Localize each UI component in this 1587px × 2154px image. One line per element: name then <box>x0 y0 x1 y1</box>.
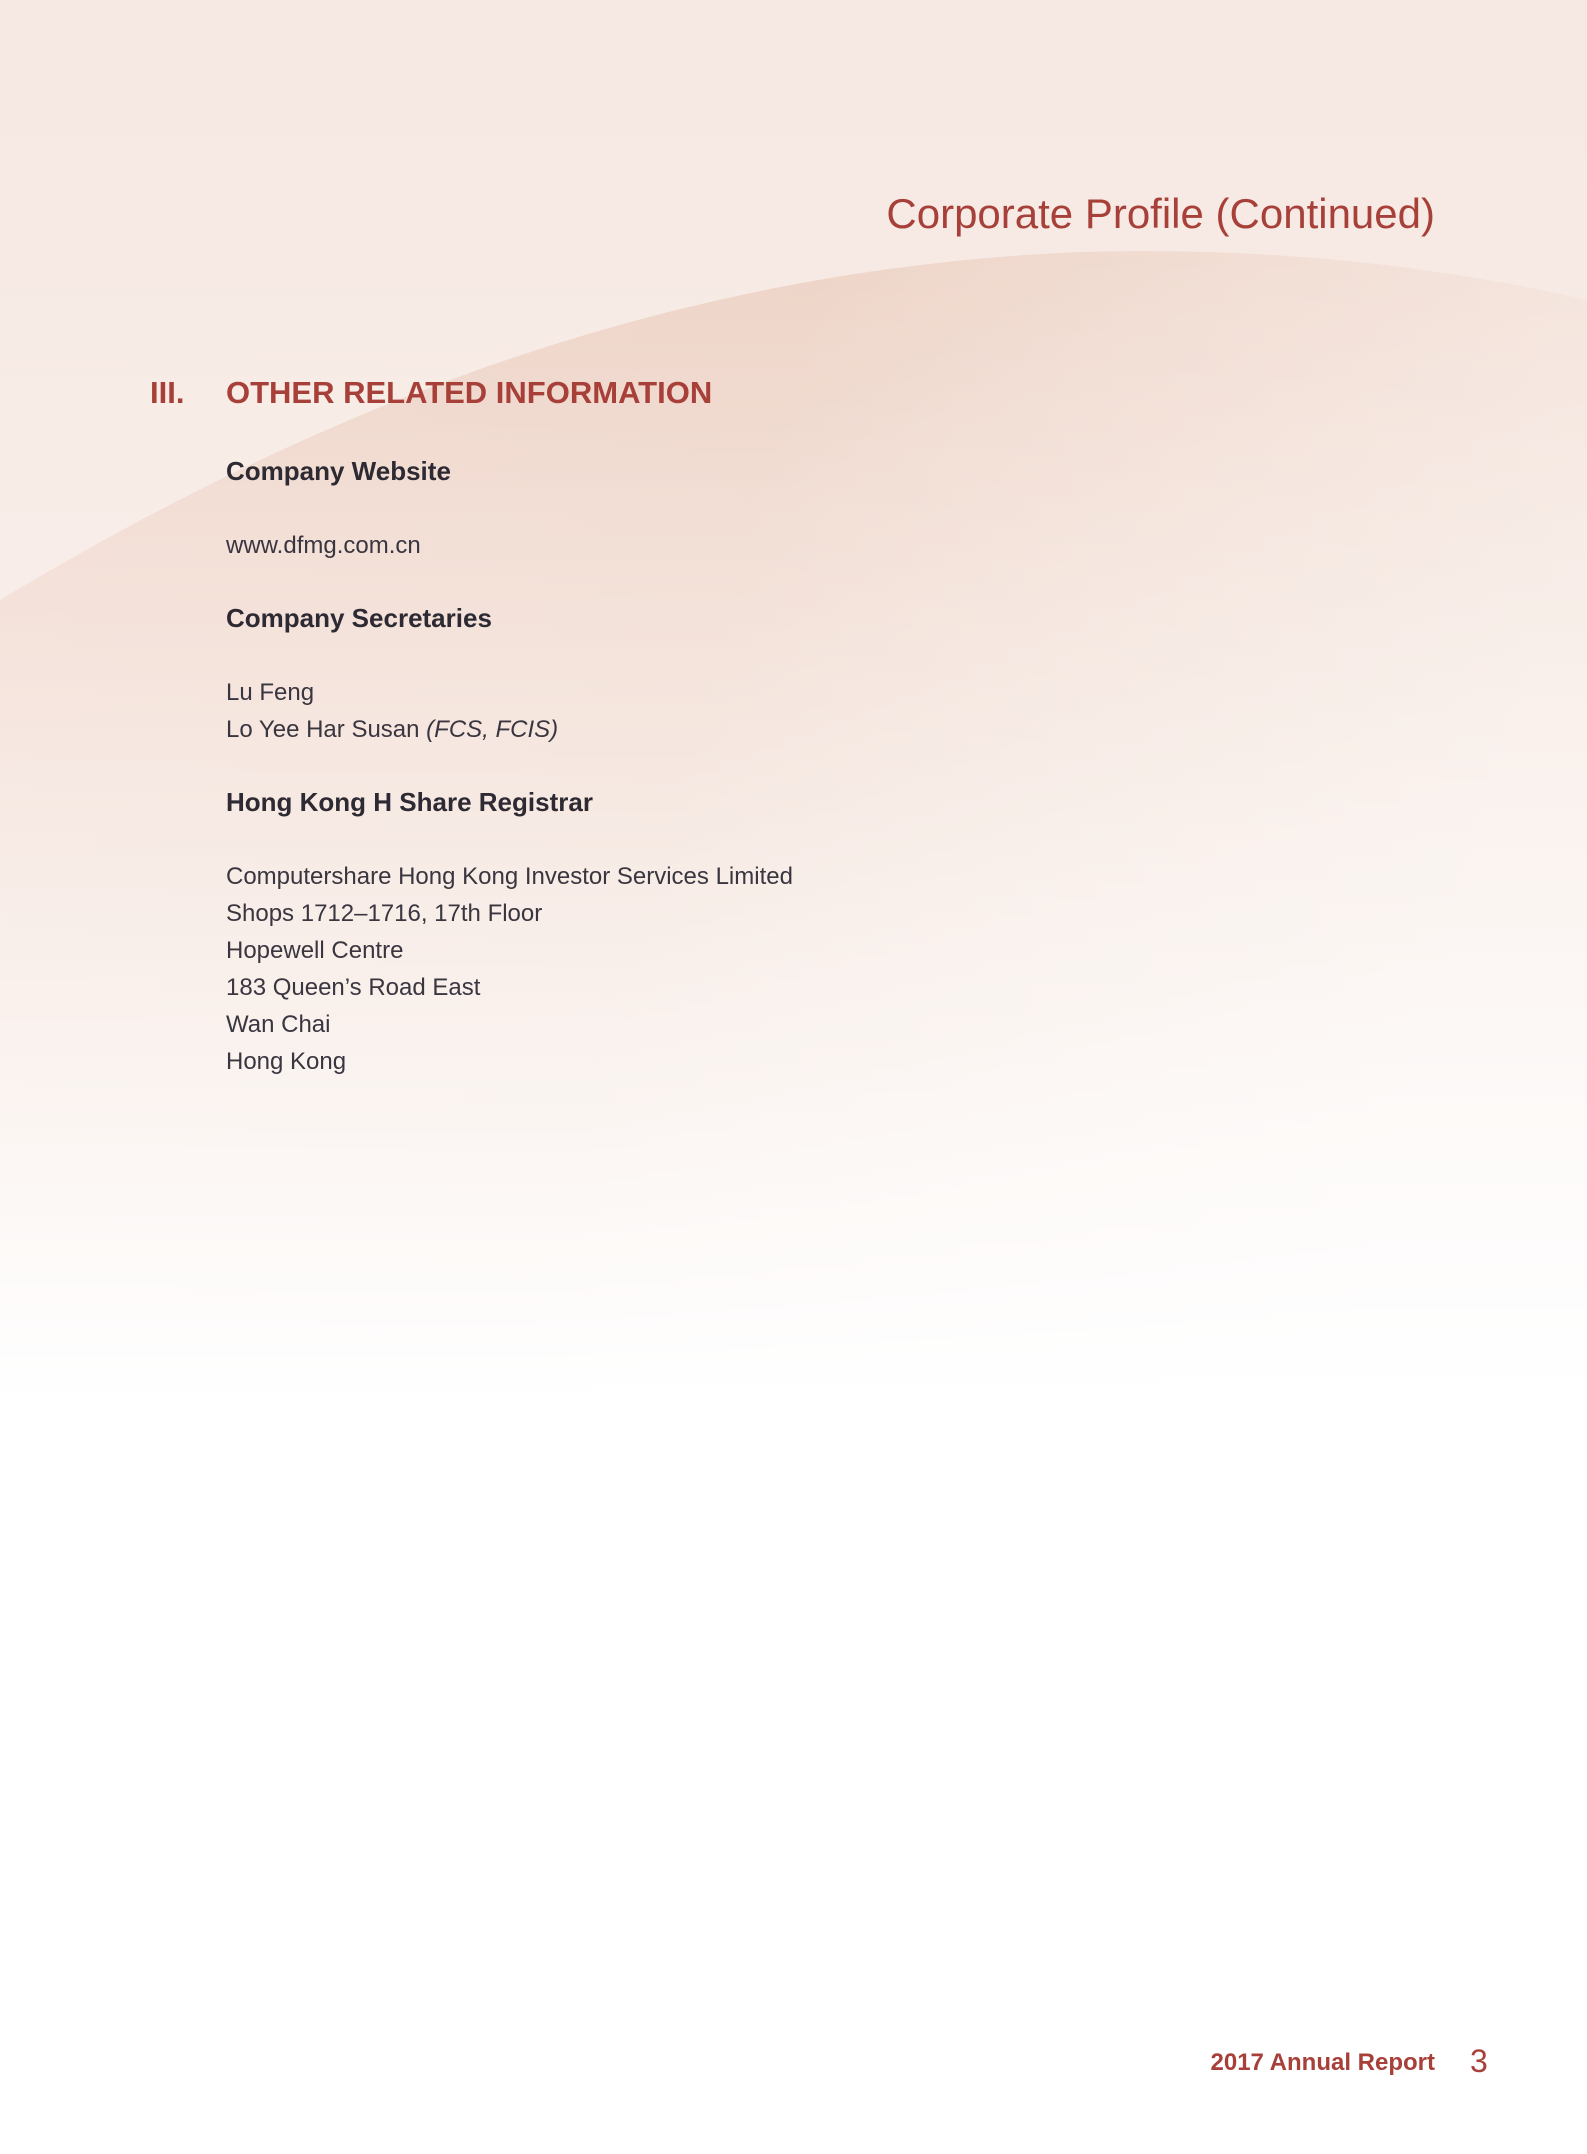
secretaries-list <box>226 674 1126 748</box>
website-url: www.dfmg.com.cn <box>226 532 421 559</box>
registrar-address <box>226 858 1126 1080</box>
address-line: 183 Queen’s Road East <box>226 974 481 1001</box>
secretary-name: Lo Yee Har Susan <box>226 716 420 743</box>
address-line: Hopewell Centre <box>226 937 404 964</box>
section-title: OTHER RELATED INFORMATION <box>226 375 713 410</box>
address-line: Shops 1712–1716, 17th Floor <box>226 900 543 927</box>
section-content <box>226 455 1126 1080</box>
section-number: III. <box>150 375 185 410</box>
footer-report-label: 2017 Annual Report <box>1210 2049 1435 2076</box>
secretary-name: Lu Feng <box>226 679 315 706</box>
section-heading <box>150 375 712 411</box>
address-line: Wan Chai <box>226 1011 331 1038</box>
page-title: Corporate Profile (Continued) <box>886 190 1435 237</box>
secretaries-heading: Company Secretaries <box>226 603 492 633</box>
address-line: Hong Kong <box>226 1048 347 1075</box>
registrar-heading: Hong Kong H Share Registrar <box>226 787 593 817</box>
secretary-credentials: (FCS, FCIS) <box>426 716 559 743</box>
website-heading: Company Website <box>226 456 451 486</box>
address-line: Computershare Hong Kong Investor Services Limited <box>226 863 793 890</box>
page-number: 3 <box>1470 2043 1488 2079</box>
